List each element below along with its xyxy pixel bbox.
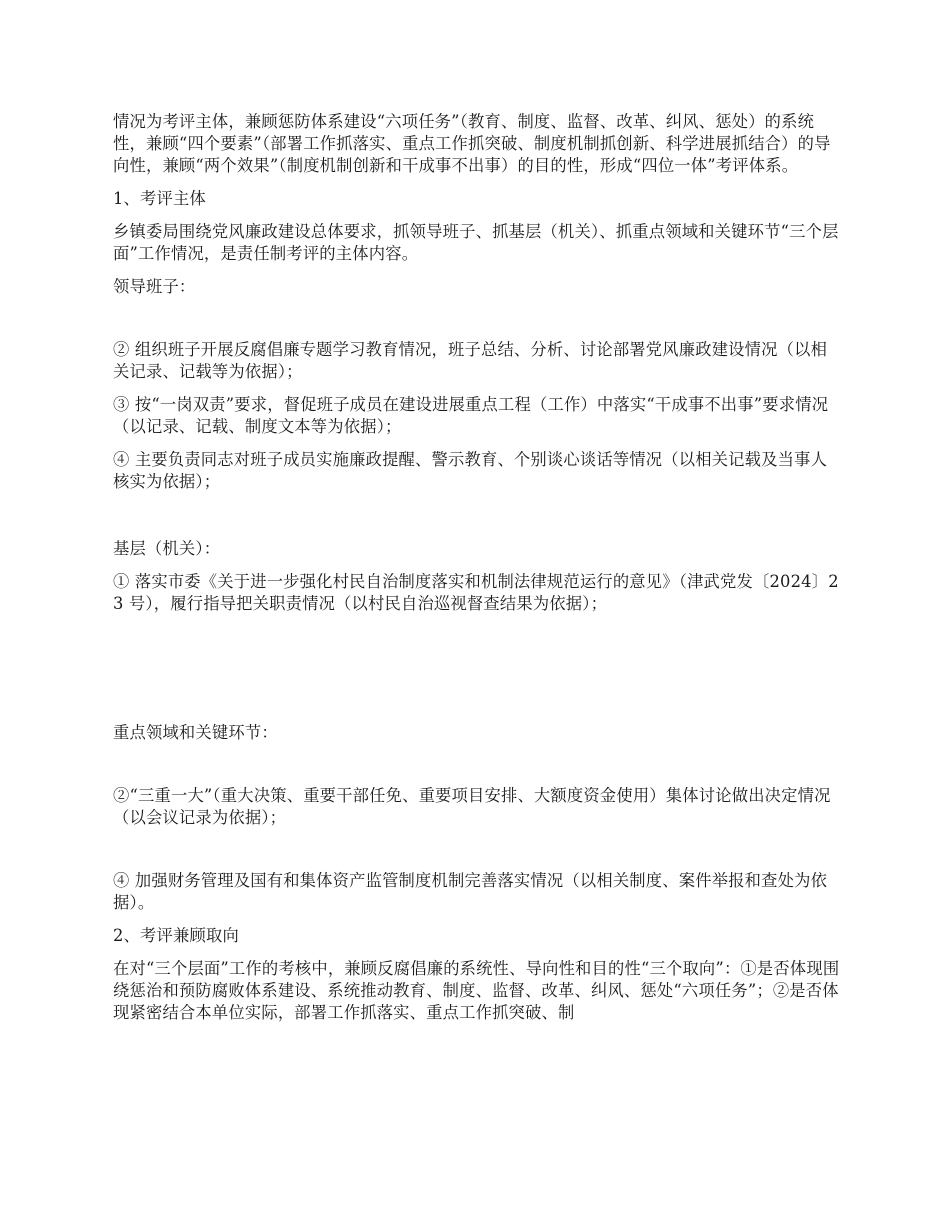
label-key-areas: 重点领域和关键环节： (113, 723, 278, 742)
paragraph-orientation-content: 在对“三个层面”工作的考核中，兼顾反腐倡廉的系统性、导向性和目的性“三个取向”：①是否体现围绕惩治和预防腐败体系建设、系统推动教育、制度、监督、改革、纠风、惩处“六项任务”；②是否体现紧密结合本单位实际，部署工作抓落实、重点工作抓突破、制 (113, 959, 840, 1022)
paragraph-subject-content: 乡镇委局围绕党风廉政建设总体要求，抓领导班子、抓基层（机关）、抓重点领域和关键环节“三个层面”工作情况，是责任制考评的主体内容。 (113, 222, 839, 263)
list-item-key-areas-4: ④ 加强财务管理及国有和集体资产监管制度机制完善落实情况（以相关制度、案件举报和查处为依据）。 (113, 871, 828, 912)
list-item-leadership-2: ② 组织班子开展反腐倡廉专题学习教育情况，班子总结、分析、讨论部署党风廉政建设情况（以相关记录、记载等为依据）； (113, 340, 828, 381)
heading-assessment-orientation: 2、考评兼顾取向 (113, 926, 239, 945)
paragraph-intro: 情况为考评主体，兼顾惩防体系建设“六项任务”（教育、制度、监督、改革、纠风、惩处）的系统性，兼顾“四个要素”（部署工作抓落实、重点工作抓突破、制度机制抓创新、科学进展抓结合）的导向性，兼顾“两个效果”（制度机制创新和干成事不出事）的目的性，形成“四位一体”考评体系。 (113, 112, 831, 175)
list-item-leadership-3: ③ 按“一岗双责”要求，督促班子成员在建设进展重点工程（工作）中落实“干成事不出事”要求情况（以记录、记载、制度文本等为依据）； (113, 395, 829, 436)
label-leadership-team: 领导班子： (113, 277, 196, 296)
label-grassroots: 基层（机关）： (113, 539, 221, 558)
list-item-key-areas-2: ②“三重一大”（重大决策、重要干部任免、重要项目安排、大额度资金使用）集体讨论做出决定情况（以会议记录为依据）； (113, 786, 831, 827)
document-page (113, 111, 843, 1024)
list-item-grassroots-1: ① 落实市委《关于进一步强化村民自治制度落实和机制法律规范运行的意见》（津武党发〔2024〕23 号），履行指导把关职责情况（以村民自治巡视督查结果为依据）； (113, 572, 839, 613)
heading-assessment-subject: 1、考评主体 (113, 189, 206, 208)
list-item-leadership-4: ④ 主要负责同志对班子成员实施廉政提醒、警示教育、个别谈心谈话等情况（以相关记载及当事人核实为依据）； (113, 450, 828, 491)
